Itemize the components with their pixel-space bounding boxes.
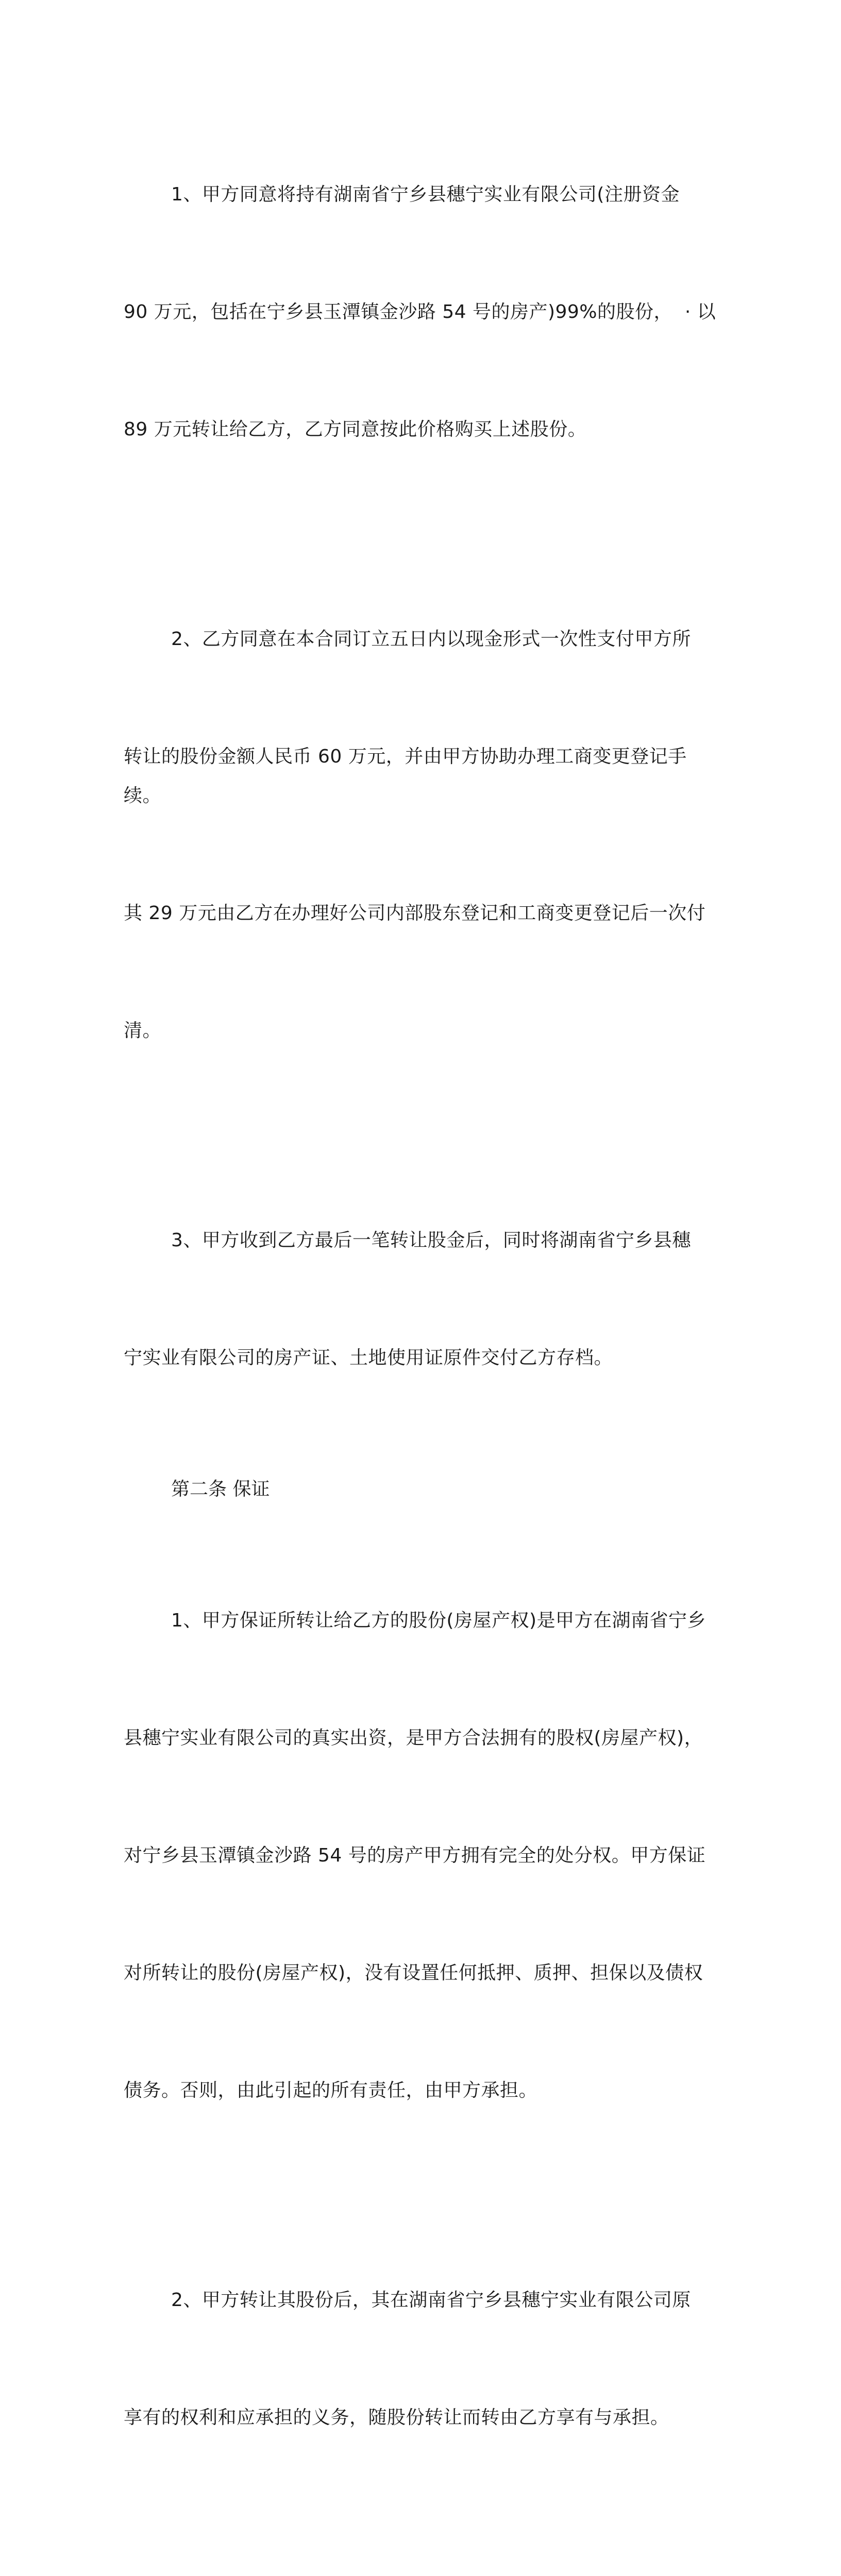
paragraph-1: [124, 97, 716, 528]
paragraph-line: 转让的股份金额人民币 60 万元，并由甲方协助办理工商变更登记手续。: [124, 746, 687, 806]
paragraph-line: 县穗宁实业有限公司的真实出资，是甲方合法拥有的股权(房屋产权)，: [124, 1727, 703, 1749]
paragraph-line: 2、乙方同意在本合同订立五日内以现金形式一次性支付甲方所: [171, 629, 691, 650]
paragraph-line: 对所转让的股份(房屋产权)，没有设置任何抵押、质押、担保以及债权: [124, 1962, 703, 1984]
paragraph-3: [124, 1143, 716, 1456]
section-paragraph-1: [124, 1523, 716, 2189]
paragraph-line: 宁实业有限公司的房产证、土地使用证原件交付乙方存档。: [124, 1347, 613, 1368]
paragraph-line: 享有的权利和应承担的义务，随股份转让而转由乙方享有与承担。: [124, 2407, 669, 2428]
paragraph-line: 债务。否则，由此引起的所有责任，由甲方承担。: [124, 2080, 538, 2101]
section-paragraph-3: [124, 2530, 716, 2576]
paragraph-line: 2、甲方转让其股份后，其在湖南省宁乡县穗宁实业有限公司原: [171, 2290, 691, 2311]
paragraph-line: 其 29 万元由乙方在办理好公司内部股东登记和工商变更登记后一次付: [124, 903, 706, 924]
paragraph-line: 3、甲方收到乙方最后一笔转让股金后，同时将湖南省宁乡县穗: [171, 1230, 691, 1251]
paragraph-line: 1、甲方同意将持有湖南省宁乡县穗宁实业有限公司(注册资金: [171, 184, 680, 205]
paragraph-line: 清。: [124, 1020, 162, 1041]
section-paragraph-2: [124, 2202, 716, 2516]
paragraph-line: 89 万元转让给乙方，乙方同意按此价格购买上述股份。: [124, 419, 587, 440]
paragraph-2: [124, 541, 716, 1129]
paragraph-line: 90 万元，包括在宁乡县玉潭镇金沙路 54 号的房产)99%的股份， · 以: [124, 301, 716, 323]
document-body: [124, 97, 716, 2576]
paragraph-line: 1、甲方保证所转让给乙方的股份(房屋产权)是甲方在湖南省宁乡: [171, 1610, 706, 1631]
paragraph-line: 对宁乡县玉潭镇金沙路 54 号的房产甲方拥有完全的处分权。甲方保证: [124, 1845, 706, 1866]
section-heading: 第二条 保证: [171, 1479, 270, 1500]
